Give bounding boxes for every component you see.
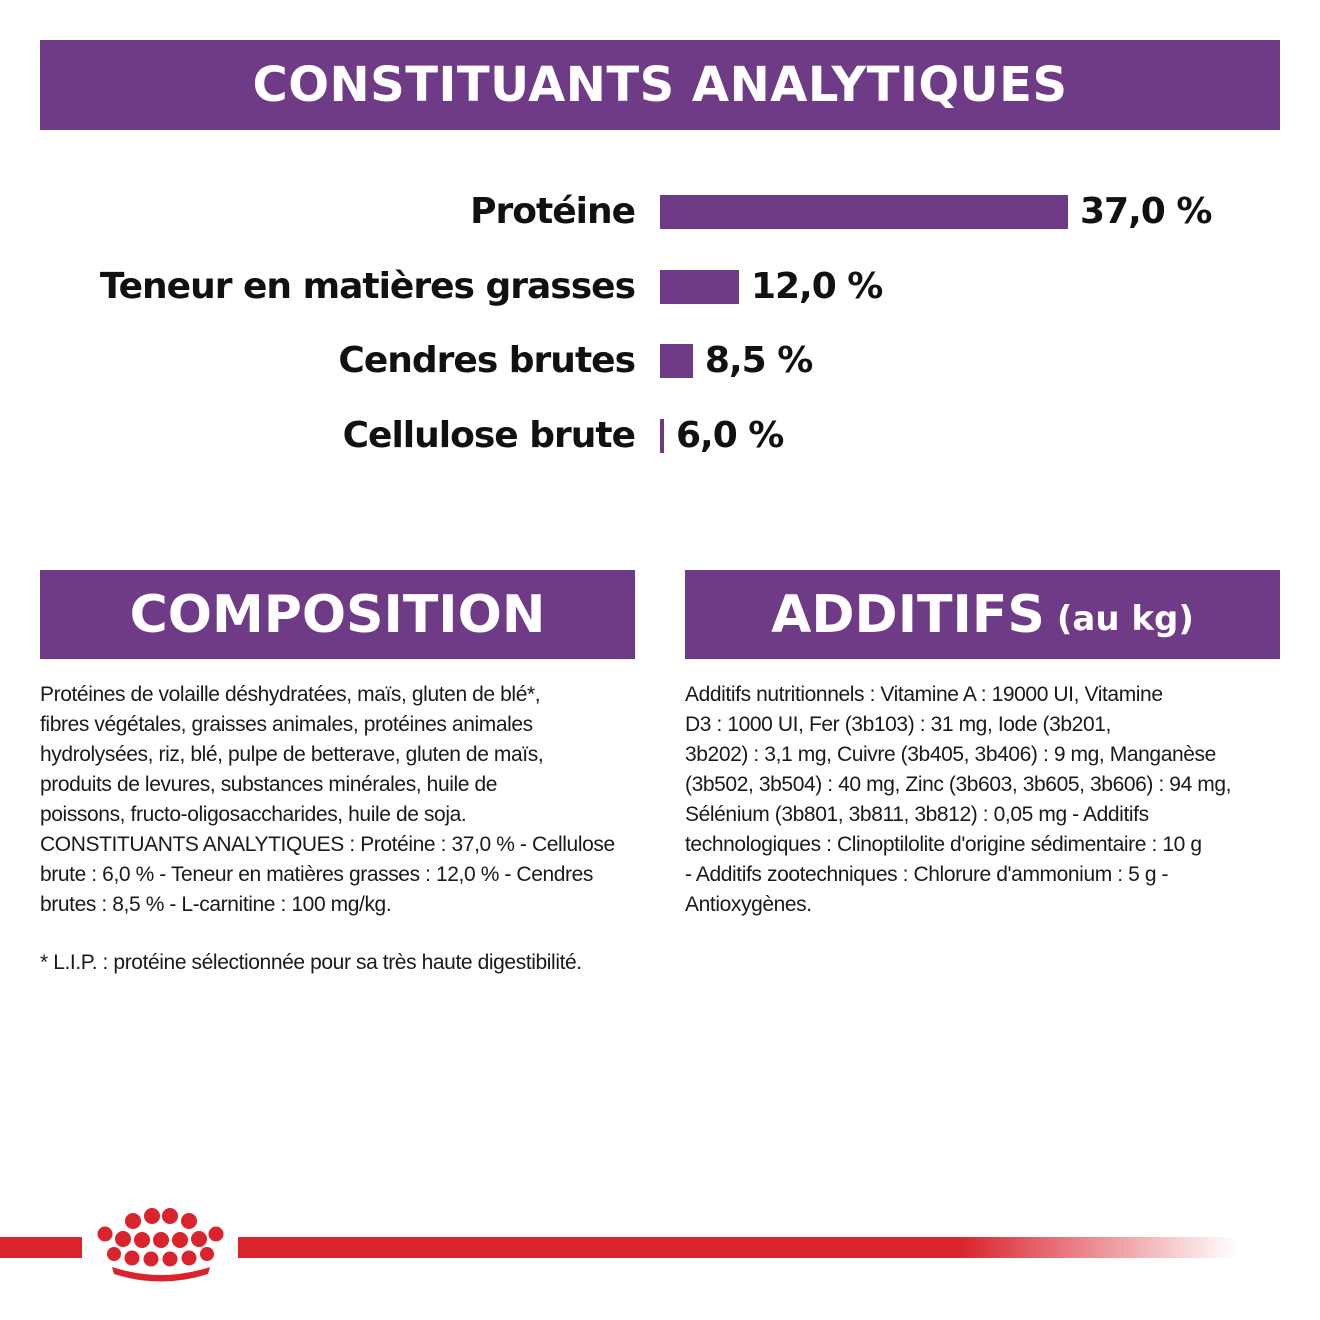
analytics-row [0,187,1320,237]
additives-title-suffix: (au kg) [1056,598,1194,639]
analytics-row-value: 8,5 % [704,340,813,381]
additives-title: ADDITIFS [771,584,1045,645]
composition-title: COMPOSITION [129,584,546,645]
analytics-row-value: 37,0 % [1080,191,1212,232]
analytics-row [0,336,1320,386]
composition-footnote: * L.I.P. : protéine sélectionnée pour sa très haute digestibilité. [40,951,582,974]
brand-stripe-right [238,1237,1238,1258]
analytics-row-value: 12,0 % [750,266,883,307]
analytics-row [0,262,1320,312]
royal-canin-crown-icon [90,1203,230,1283]
additives-title-banner [685,570,1280,659]
composition-title-banner [40,570,635,659]
analytics-row-label: Teneur en matières grasses [99,266,635,307]
analytics-row-label: Cellulose brute [342,415,635,456]
analytics-row-label: Cendres brutes [338,340,635,381]
analytics-title-banner [40,40,1280,130]
analytics-row [0,411,1320,461]
analytics-row-label: Protéine [470,191,635,232]
analytics-title: CONSTITUANTS ANALYTIQUES [252,57,1068,113]
analytics-row-bar [660,195,1068,229]
analytics-row-bar [660,270,739,304]
additives-text: Additifs nutritionnels : Vitamine A : 19000 UI, Vitamine D3 : 1000 UI, Fer (3b103) : 31 mg, Iode (3b201, 3b202) : 3,1 mg, Cuivre (3b405, 3b406) : 9 mg, Manganèse (3b502, 3b504) : 40 mg, Zinc (3b603, 3b605, 3b606) : 94 mg, Sélénium (3b801, 3b811, 3b812) : 0,05 mg - Additifs technologiques : Clinoptilolite d'origine sédimentaire : 10 g - Additifs zootechniques : Chlorure d'ammonium : 5 g - Antioxygènes. [685,683,1232,916]
brand-stripe-left [0,1237,82,1258]
analytics-row-value: 6,0 % [676,415,784,456]
analytics-row-bar [660,344,693,378]
composition-text: Protéines de volaille déshydratées, maïs, gluten de blé*, fibres végétales, graisses animales, protéines animales hydrolysées, riz, blé, pulpe de betterave, gluten de maïs, produits de levures, substances minérales, huile de poissons, fructo-oligosaccharides, huile de soja. CONSTITUANTS ANALYTIQUES : Protéine : 37,0 % - Cellulose brute : 6,0 % - Teneur en matières grasses : 12,0 % - Cendres brutes : 8,5 % - L-carnitine : 100 mg/kg. [40,683,615,916]
analytics-row-bar [660,419,664,453]
